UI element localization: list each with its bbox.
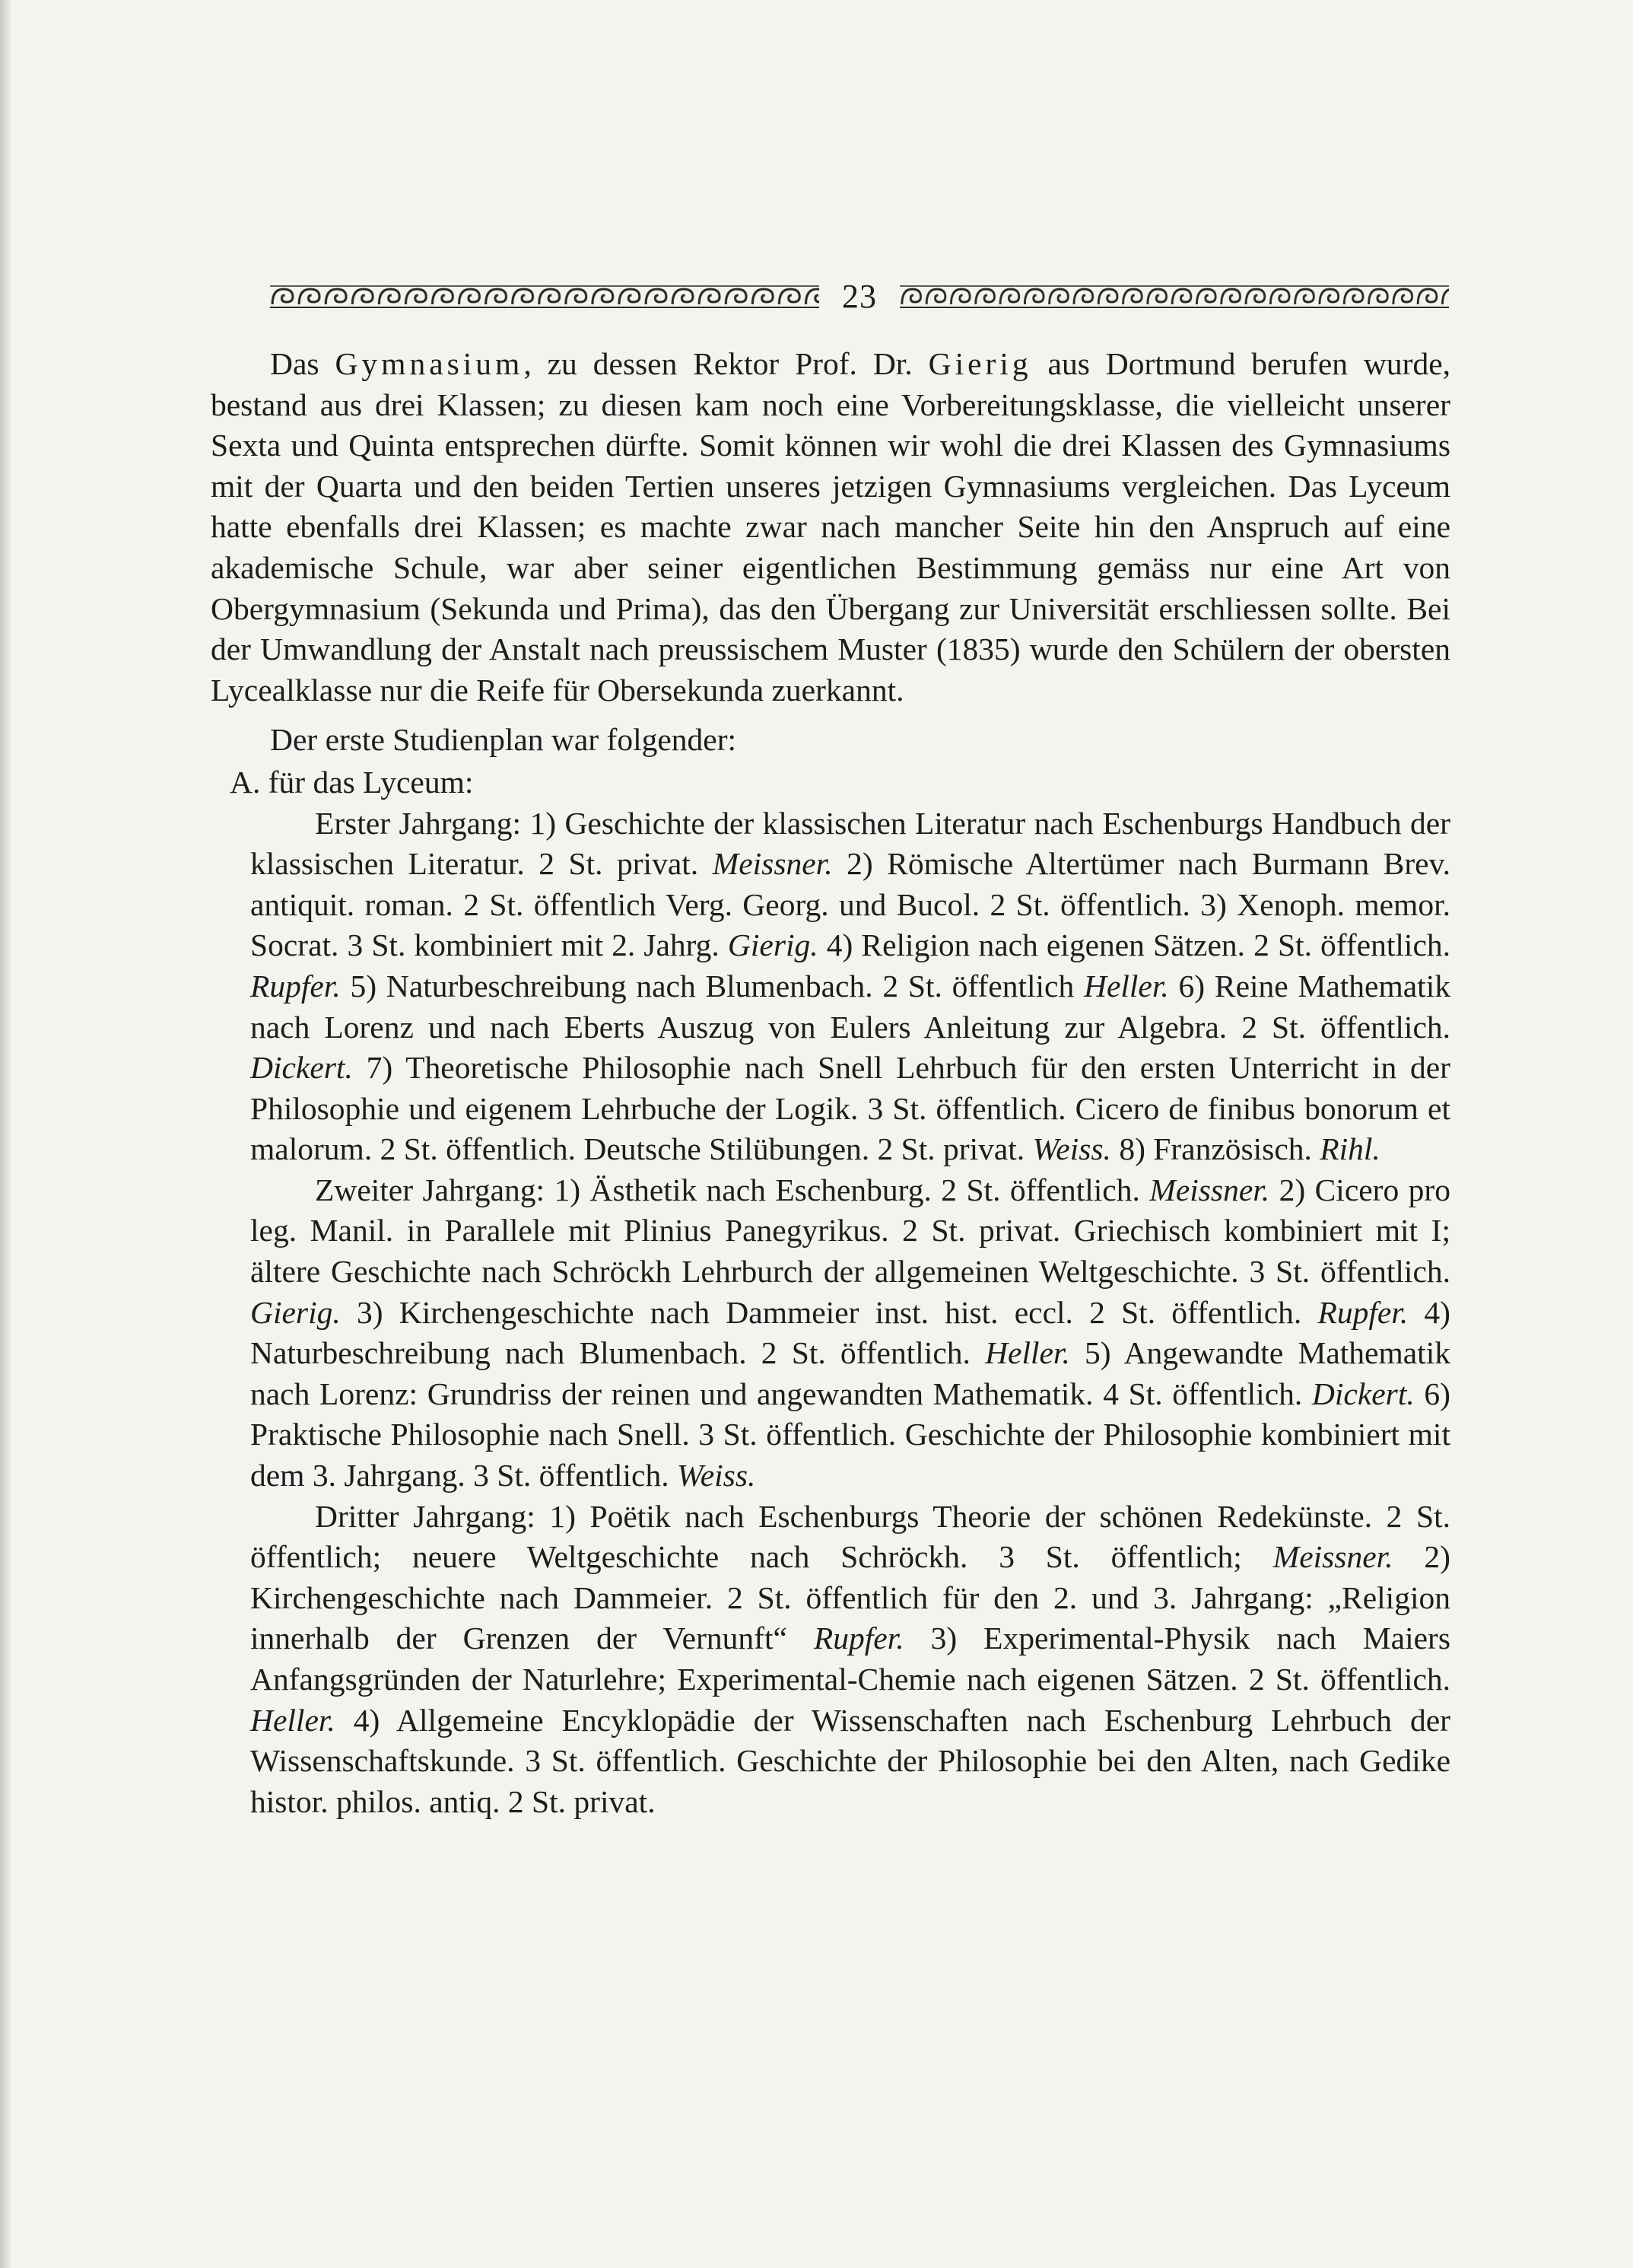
page-body (211, 344, 1450, 1822)
teacher-name: Rupfer. (250, 968, 341, 1004)
teacher-name: Meissner. (712, 846, 833, 882)
teacher-name: Gierig. (727, 927, 818, 963)
section-a-lyceum: A. für das Lyceum: (230, 764, 474, 800)
teacher-name: Meissner. (1149, 1172, 1270, 1207)
teacher-name: Gierig. (250, 1294, 341, 1330)
spaced-word-gymnasium: Gymnasium (335, 346, 524, 381)
paragraph-gymnasium: Das Gymnasium, zu dessen Rektor Prof. Dr. Gierig aus Dortmund berufen wurde, bestand aus drei Klassen; zu diesen kam noch eine Vorbereitungsklasse, die vielleicht unserer Sexta und Quinta entsprechen dürfte. Somit können wir wohl die drei Klassen des Gymnasiums mit der Quarta und den beiden Tertien unseres jetzigen Gymnasiums vergleichen. Das Lyceum hatte ebenfalls drei Klassen; es machte zwar nach mancher Seite hin den Anspruch auf eine akademische Schule, war aber seiner eigentlichen Bestimmung gemäss nur eine Art von Obergymnasium (Sekunda und Prima), das den Übergang zur Universität erschliessen sollte. Bei der Umwandlung der Anstalt nach preussischem Muster (1835) wurde den Schülern der obersten Lycealklasse nur die Reife für Obersekunda zuerkannt. (211, 346, 1451, 708)
teacher-name: Dickert. (1311, 1376, 1415, 1411)
entry-dritter-jahrgang: Dritter Jahrgang: 1) Poëtik nach Eschenburgs Theorie der schönen Redekünste. 2 St. öffentlich; neuere Weltgeschichte nach Schröckh. 3 St. öffentlich; Meissner. 2) Kirchengeschichte nach Dammeier. 2 St. öffentlich für den 2. und 3. Jahrgang: „Religion innerhalb der Grenzen der Vernunft“ Rupfer. 3) Experimental-Physik nach Maiers Anfangsgründen der Naturlehre; Experimental-Chemie nach eigenen Sätzen. 2 St. öffentlich. Heller. 4) Allgemeine Encyklopädie der Wissenschaften nach Eschenburg Lehrbuch der Wissenschaftskunde. 3 St. öffentlich. Geschichte der Philosophie bei den Alten, nach Gedike histor. philos. antiq. 2 St. privat. (250, 1498, 1451, 1819)
page-number: 23 (842, 278, 877, 315)
entry-zweiter-jahrgang: Zweiter Jahrgang: 1) Ästhetik nach Eschenburg. 2 St. öffentlich. Meissner. 2) Cicero pro leg. Manil. in Parallele mit Plinius Panegyrikus. 2 St. privat. Griechisch kombiniert mit I; ältere Geschichte nach Schröckh Lehrburch der allgemeinen Weltgeschichte. 3 St. öffentlich. Gierig. 3) Kirchengeschichte nach Dammeier inst. hist. eccl. 2 St. öffentlich. Rupfer. 4) Naturbeschreibung nach Blumenbach. 2 St. öffentlich. Heller. 5) Angewandte Mathematik nach Lorenz: Grundriss der reinen und angewandten Mathematik. 4 St. öffentlich. Dickert. 6) Praktische Philosophie nach Snell. 3 St. öffentlich. Geschichte der Philosophie kombiniert mit dem 3. Jahrgang. 3 St. öffentlich. Weiss. (250, 1172, 1450, 1493)
left-ornament-band (270, 284, 819, 310)
right-ornament-band (900, 284, 1449, 310)
teacher-name: Rupfer. (813, 1621, 904, 1656)
teacher-name: Heller. (1083, 968, 1169, 1004)
teacher-name: Meissner. (1272, 1539, 1393, 1575)
paragraph-studienplan: Der erste Studienplan war folgender: (270, 722, 737, 758)
page-header (270, 274, 1449, 320)
teacher-name: Rihl. (1320, 1131, 1380, 1167)
spaced-name-gierig: Gierig (928, 346, 1032, 381)
entry-erster-jahrgang: Erster Jahrgang: 1) Geschichte der klassischen Literatur nach Eschenburgs Handbuch der klassischen Literatur. 2 St. privat. Meissner. 2) Römische Altertümer nach Burmann Brev. antiquit. roman. 2 St. öffentlich Verg. Georg. und Bucol. 2 St. öffentlich. 3) Xenoph. memor. Socrat. 3 St. kombiniert mit 2. Jahrg. Gierig. 4) Religion nach eigenen Sätzen. 2 St. öffentlich. Rupfer. 5) Naturbeschreibung nach Blumenbach. 2 St. öffentlich Heller. 6) Reine Mathematik nach Lorenz und nach Eberts Auszug von Eulers Anleitung zur Algebra. 2 St. öffentlich. Dickert. 7) Theoretische Philosophie nach Snell Lehrbuch für den ersten Unterricht in der Philosophie und eigenem Lehrbuche der Logik. 3 St. öffentlich. Cicero de finibus bonorum et malorum. 2 St. öffentlich. Deutsche Stilübungen. 2 St. privat. Weiss. 8) Französisch. Rihl. (250, 805, 1451, 1167)
teacher-name: Dickert. (250, 1050, 353, 1086)
teacher-name: Heller. (250, 1702, 335, 1738)
teacher-name: Heller. (985, 1335, 1070, 1371)
teacher-name: Rupfer. (1317, 1294, 1409, 1330)
teacher-name: Weiss. (1032, 1131, 1111, 1167)
teacher-name: Weiss. (676, 1458, 756, 1493)
